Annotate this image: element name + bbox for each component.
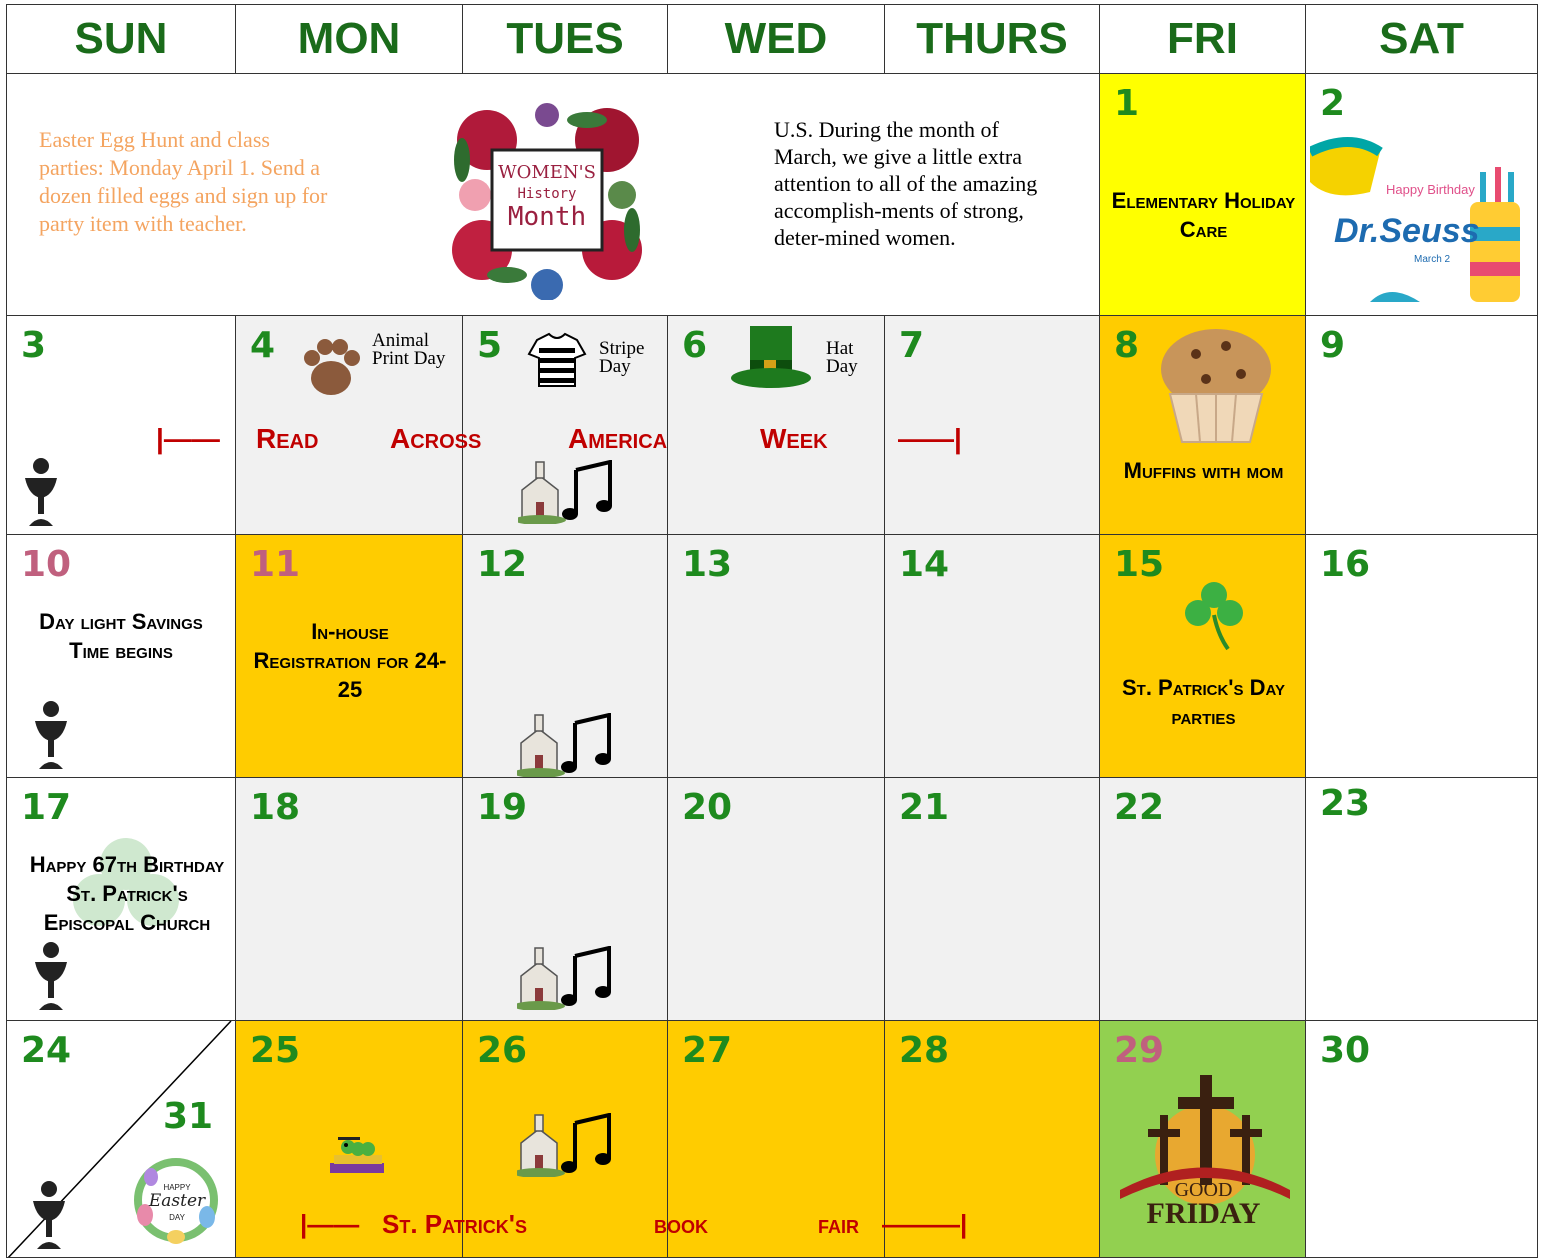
easter-badge-line-3: DAY xyxy=(169,1213,185,1222)
day-number: 26 xyxy=(477,1030,528,1071)
day-number: 20 xyxy=(682,787,733,828)
day-number: 23 xyxy=(1320,783,1371,824)
day-number: 22 xyxy=(1114,787,1165,828)
day-13 xyxy=(667,534,885,778)
shamrock-icon xyxy=(1184,579,1244,651)
event-st-patricks-parties: St. Patrick's Day parties xyxy=(1122,675,1285,729)
chapel-music-icon xyxy=(517,946,617,1010)
badge-line-1: WOMEN'S xyxy=(498,162,596,183)
day-9 xyxy=(1305,315,1538,535)
event-daylight-savings: Day light Savings Time begins xyxy=(39,609,203,663)
header-wed: WED xyxy=(667,4,885,74)
day-number: 29 xyxy=(1114,1030,1165,1071)
day-number: 28 xyxy=(899,1030,950,1071)
womens-month-note: U.S. During the month of March, we give a little extra attention to all of the amazing accomplish-ments of strong, deter-mined women. xyxy=(774,117,1038,250)
day-number: 10 xyxy=(21,544,72,585)
banner-end: ——| xyxy=(898,423,962,454)
animal-print-day-label: Animal Print Day xyxy=(372,330,446,369)
day-number: 17 xyxy=(21,787,72,828)
book-fair-banner xyxy=(6,1210,1100,1246)
paw-print-icon xyxy=(300,336,362,398)
day-30 xyxy=(1305,1020,1538,1258)
day-number: 1 xyxy=(1114,83,1140,124)
read-across-america-banner xyxy=(6,424,1100,460)
march-calendar xyxy=(6,4,1538,1258)
hat-day-label: Hat Day xyxy=(826,338,858,377)
day-12 xyxy=(462,534,668,778)
day-15 xyxy=(1099,534,1306,778)
day-23 xyxy=(1305,777,1538,1021)
day-11 xyxy=(235,534,463,778)
day-number: 5 xyxy=(477,325,503,366)
intro-cell xyxy=(6,73,1100,316)
banner-word-across: Across xyxy=(390,423,482,454)
chalice-icon xyxy=(33,699,69,771)
stripe-day-label: Stripe Day xyxy=(599,338,645,377)
day-18 xyxy=(235,777,463,1021)
day-number: 9 xyxy=(1320,325,1346,366)
header-thurs: THURS xyxy=(884,4,1100,74)
muffin-icon xyxy=(1156,324,1276,444)
day-22 xyxy=(1099,777,1306,1021)
seuss-date: March 2 xyxy=(1414,254,1451,265)
day-number: 7 xyxy=(899,325,925,366)
chapel-music-icon xyxy=(517,1113,617,1177)
day-29 xyxy=(1099,1020,1306,1258)
top-hat-icon xyxy=(730,322,812,392)
book-fair-end: ———| xyxy=(882,1209,968,1239)
good-friday-line-2: FRIDAY xyxy=(1146,1197,1261,1230)
day-number: 25 xyxy=(250,1030,301,1071)
day-1 xyxy=(1099,73,1306,316)
header-sat: SAT xyxy=(1305,4,1538,74)
event-church-birthday: Happy 67th Birthday St. Patrick's Episcopal Church xyxy=(29,852,225,935)
event-elementary-holiday-care: Elementary Holiday Care xyxy=(1111,188,1296,242)
day-number: 2 xyxy=(1320,83,1346,124)
day-8 xyxy=(1099,315,1306,535)
day-number: 19 xyxy=(477,787,528,828)
day-number-24: 24 xyxy=(21,1030,72,1071)
day-number-31: 31 xyxy=(163,1096,214,1137)
banner-word-week: Week xyxy=(760,423,828,454)
banner-word-read: Read xyxy=(256,423,319,454)
day-number: 8 xyxy=(1114,325,1140,366)
day-number: 18 xyxy=(250,787,301,828)
book-fair-word-st-patricks: St. Patrick's xyxy=(382,1209,527,1239)
day-16 xyxy=(1305,534,1538,778)
day-number: 30 xyxy=(1320,1030,1371,1071)
banner-word-america: America xyxy=(568,423,668,454)
day-10 xyxy=(6,534,236,778)
good-friday-line-1: GOOD xyxy=(1174,1179,1233,1201)
day-number: 14 xyxy=(899,544,950,585)
banner-start: |—— xyxy=(156,423,220,454)
header-sun: SUN xyxy=(6,4,236,74)
badge-line-2: History xyxy=(517,186,577,202)
badge-line-3: Month xyxy=(507,202,587,232)
day-number: 6 xyxy=(682,325,708,366)
day-21 xyxy=(884,777,1100,1021)
day-number: 16 xyxy=(1320,544,1371,585)
header-tues: TUES xyxy=(462,4,668,74)
header-fri: FRI xyxy=(1099,4,1306,74)
chalice-icon xyxy=(33,940,69,1012)
event-muffins-with-mom: Muffins with mom xyxy=(1123,458,1284,483)
day-number: 12 xyxy=(477,544,528,585)
day-2 xyxy=(1305,73,1538,316)
striped-shirt-icon xyxy=(527,330,587,390)
seuss-title: Dr.Seuss xyxy=(1334,212,1480,250)
day-14 xyxy=(884,534,1100,778)
day-number: 15 xyxy=(1114,544,1165,585)
chapel-music-icon xyxy=(518,460,618,524)
chalice-icon xyxy=(23,456,59,528)
easter-note: Easter Egg Hunt and class parties: Monday April 1. Send a dozen filled eggs and sign up for party item with teacher. xyxy=(39,127,328,236)
book-fair-word-fair: fair xyxy=(818,1209,860,1239)
day-number: 11 xyxy=(250,544,301,585)
day-number: 13 xyxy=(682,544,733,585)
book-fair-start: |—— xyxy=(300,1209,360,1239)
day-number: 21 xyxy=(899,787,950,828)
book-fair-word-book: book xyxy=(654,1209,708,1239)
day-number: 27 xyxy=(682,1030,733,1071)
chapel-music-icon xyxy=(517,713,617,777)
easter-badge-line-1: HAPPY xyxy=(163,1183,191,1192)
easter-badge-line-2: Easter xyxy=(148,1191,206,1211)
event-in-house-registration: In-house Registration for 24-25 xyxy=(253,619,447,702)
day-20 xyxy=(667,777,885,1021)
bookworm-icon xyxy=(328,1133,388,1177)
seuss-line1: Happy Birthday xyxy=(1386,182,1475,197)
day-17 xyxy=(6,777,236,1021)
header-mon: MON xyxy=(235,4,463,74)
womens-history-badge xyxy=(447,100,647,300)
day-number: 3 xyxy=(21,325,47,366)
day-19 xyxy=(462,777,668,1021)
day-number: 4 xyxy=(250,325,276,366)
